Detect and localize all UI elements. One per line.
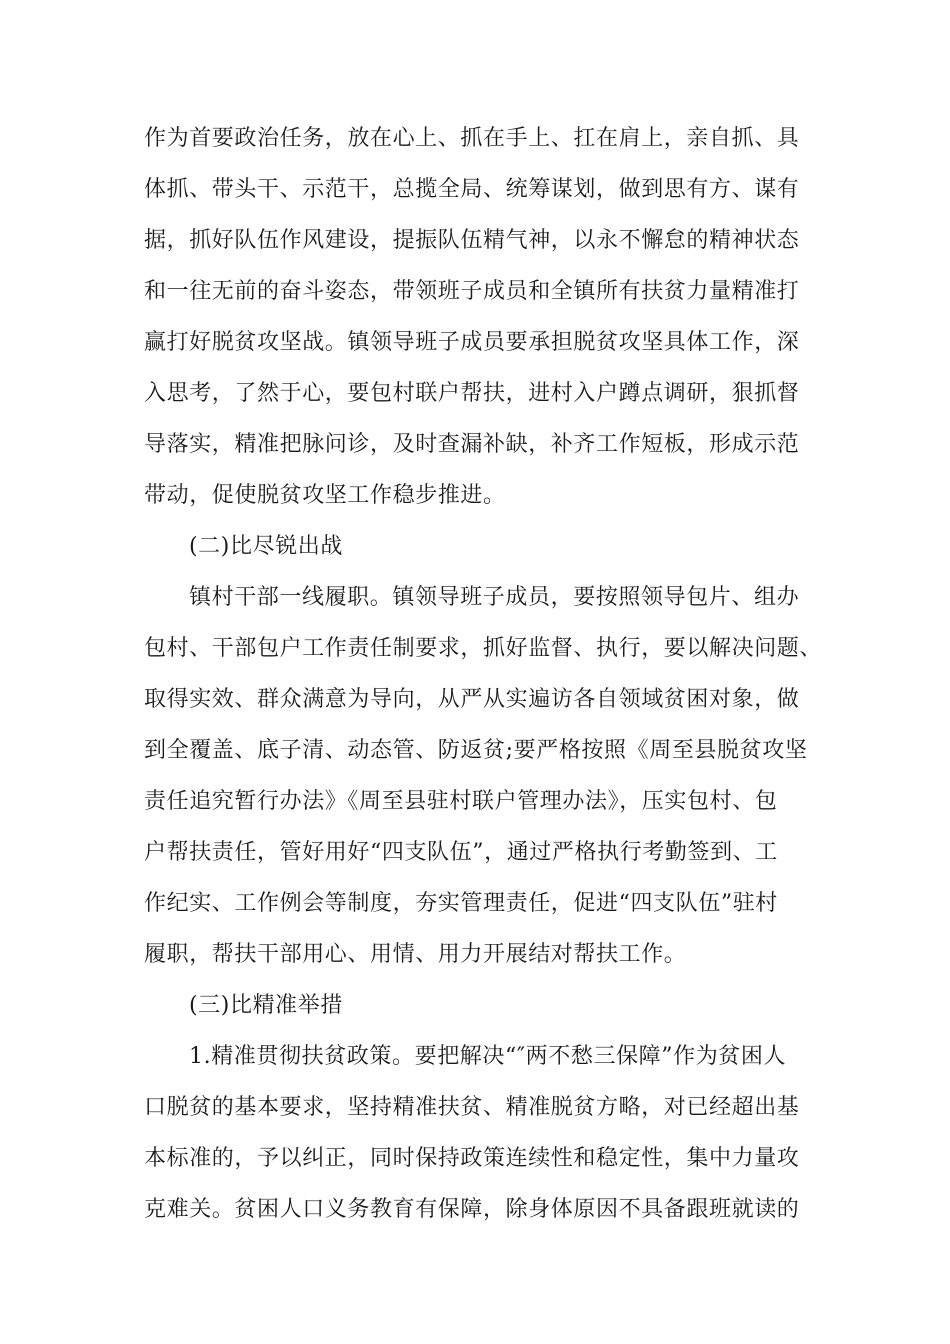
section-heading: (二)比尽锐出战: [189, 534, 343, 559]
body-text-line: 责任追究暂行办法》《周至县驻村联户管理办法》，压实包村、包: [144, 789, 778, 814]
body-text-line: 1.精准贯彻扶贫政策。要把解决“″两不愁三保障”作为贫困人: [189, 1044, 787, 1069]
body-text-line: 作纪实、工作例会等制度，夯实管理责任，促进“四支队伍”驻村: [144, 891, 778, 916]
body-text-line: 克难关。贫困人口义务教育有保障，除身体原因不具备跟班就读的: [144, 1197, 800, 1222]
body-text-line: 取得实效、群众满意为导向，从严从实遍访各自领域贫困对象，做: [144, 687, 800, 712]
body-text-line: 作为首要政治任务，放在心上、抓在手上、扛在肩上，亲自抓、具: [144, 126, 800, 151]
body-text-line: 入思考，了然于心，要包村联户帮扶，进村入户蹲点调研，狠抓督: [144, 381, 800, 406]
body-text-line: 带动，促使脱贫攻坚工作稳步推进。: [144, 483, 506, 508]
body-text-line: 户帮扶责任，管好用好“四支队伍”，通过严格执行考勤签到、工: [144, 840, 778, 865]
body-text-line: 本标准的，予以纠正，同时保持政策连续性和稳定性，集中力量攻: [144, 1146, 800, 1171]
body-text-line: 赢打好脱贫攻坚战。镇领导班子成员要承担脱贫攻坚具体工作，深: [144, 330, 800, 355]
body-text-line: 镇村干部一线履职。镇领导班子成员，要按照领导包片、组办: [189, 585, 800, 610]
body-text-line: 和一往无前的奋斗姿态，带领班子成员和全镇所有扶贫力量精准打: [144, 279, 800, 304]
body-text-line: 口脱贫的基本要求，坚持精准扶贫、精准脱贫方略，对已经超出基: [144, 1095, 800, 1120]
section-heading: (三)比精准举措: [189, 993, 343, 1018]
body-text-line: 包村、干部包户工作责任制要求，抓好监督、执行，要以解决问题、: [144, 636, 823, 661]
body-text-line: 据，抓好队伍作风建设，提振队伍精气神，以永不懈怠的精神状态: [144, 228, 800, 253]
body-text-line: 体抓、带头干、示范干，总揽全局、统筹谋划，做到思有方、谋有: [144, 177, 800, 202]
body-text-line: 到全覆盖、底子清、动态管、防返贫;要严格按照《周至县脱贫攻坚: [144, 738, 808, 763]
body-text-line: 履职，帮扶干部用心、用情、用力开展结对帮扶工作。: [144, 942, 687, 967]
body-text-line: 导落实，精准把脉问诊，及时查漏补缺，补齐工作短板，形成示范: [144, 432, 800, 457]
